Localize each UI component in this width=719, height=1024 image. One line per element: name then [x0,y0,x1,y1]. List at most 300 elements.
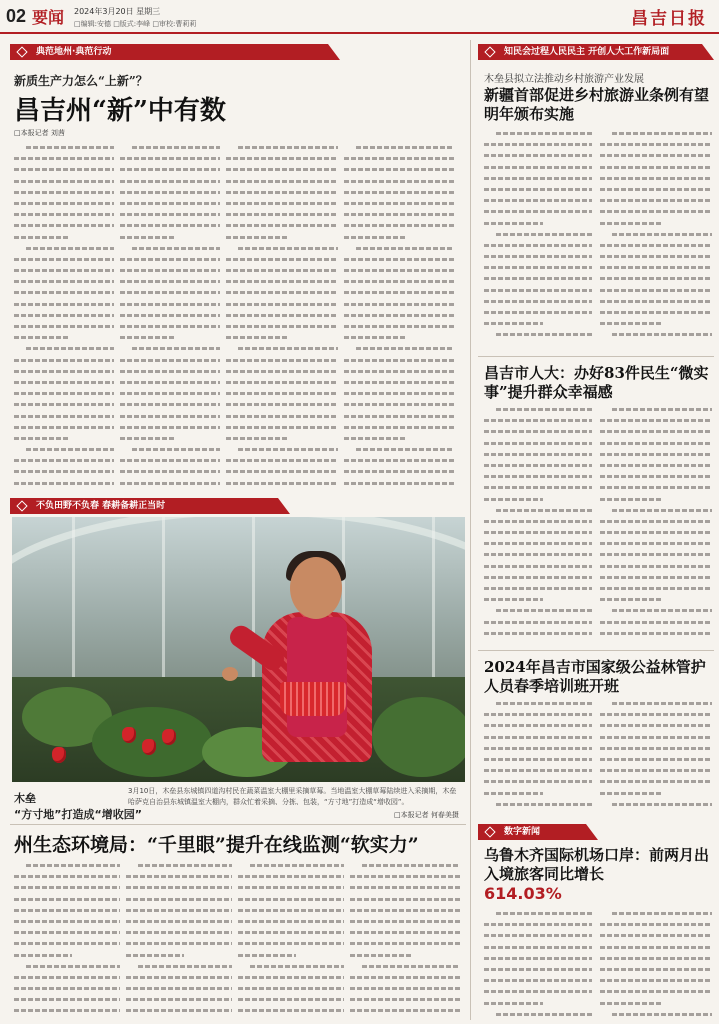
text-line [226,254,338,265]
text-line [126,994,232,1005]
text-line [484,206,592,217]
photo-caption-place: 木垒 [14,792,36,805]
column-divider [470,40,471,1020]
text-line [238,882,344,893]
story3-text-col-2 [600,698,712,816]
text-line [600,505,712,516]
text-line [126,972,232,983]
text-line [120,142,220,153]
section-banner-left-label: 典范地州·典范行动 [36,47,112,57]
story1-kicker: 木垒县拟立法推动乡村旅游产业发展 [484,74,644,85]
text-line [344,220,454,231]
text-line [14,388,114,399]
text-line [226,142,338,153]
text-line [484,218,592,229]
text-line [600,698,712,709]
text-line [126,860,232,871]
text-line [484,720,592,731]
text-line [600,919,712,930]
text-line [14,254,114,265]
text-line [238,938,344,949]
text-line [484,449,592,460]
strawberry-greenhouse-photo [12,517,465,782]
text-line [350,961,460,972]
diamond-icon [18,502,26,510]
photo-credit: □本报记者 何春美摄 [394,811,459,819]
text-line [120,321,220,332]
story2-text-col-1 [484,404,592,642]
text-line [238,871,344,882]
text-line [14,950,120,961]
story1-headline: 新疆首部促进乡村旅游业条例有望明年颁布实施 [484,86,710,123]
text-line [600,139,712,150]
text-line [344,388,454,399]
text-line [226,243,338,254]
text-line [484,415,592,426]
text-line [226,276,338,287]
text-line [126,894,232,905]
text-line [344,422,454,433]
section-name: 要闻 [32,8,65,27]
text-line [226,310,338,321]
text-line [350,860,460,871]
story2-text-col-2 [600,404,712,642]
text-line [120,366,220,377]
bottom-headline: 州生态环境局：“千里眼”提升在线监测“软实力” [14,834,419,856]
text-line [226,433,338,444]
text-line [484,482,592,493]
text-line [120,422,220,433]
text-line [344,254,454,265]
text-line [120,164,220,175]
text-line [600,426,712,437]
text-line [226,366,338,377]
text-line [600,1009,712,1020]
text-line [350,1005,460,1016]
text-line [600,128,712,139]
text-line [14,198,114,209]
text-line [484,162,592,173]
text-line [14,882,120,893]
text-line [600,628,712,639]
text-line [226,444,338,455]
text-line [120,310,220,321]
text-line [14,310,114,321]
text-line [600,329,712,340]
text-line [14,343,114,354]
text-line [600,471,712,482]
text-line [600,743,712,754]
text-line [226,265,338,276]
text-line [600,942,712,953]
text-line [484,788,592,799]
story-divider [478,650,714,651]
text-line [238,961,344,972]
text-line [600,561,712,572]
text-line [350,894,460,905]
text-line [344,276,454,287]
text-line [600,296,712,307]
text-line [600,438,712,449]
text-line [120,444,220,455]
text-line [484,251,592,262]
text-line [600,605,712,616]
text-line [600,709,712,720]
text-line [600,527,712,538]
issue-date: 2024年3月20日 星期三 [74,7,161,16]
lead-text-col-2 [120,142,220,500]
text-line [14,444,114,455]
text-line [600,229,712,240]
text-line [344,153,454,164]
text-line [344,399,454,410]
text-line [14,232,114,243]
text-line [226,198,338,209]
text-line [484,538,592,549]
text-line [600,754,712,765]
text-line [14,187,114,198]
text-line [120,209,220,220]
text-line [14,377,114,388]
text-line [600,206,712,217]
text-line [344,287,454,298]
text-line [484,516,592,527]
text-line [126,905,232,916]
text-line [600,307,712,318]
text-line [344,299,454,310]
text-line [484,617,592,628]
text-line [14,455,114,466]
story4-text-col-1 [484,908,592,1020]
text-line [226,176,338,187]
text-line [484,229,592,240]
text-line [120,388,220,399]
text-line [600,460,712,471]
story1-text-col-1 [484,128,592,350]
text-line [14,411,114,422]
text-line [120,276,220,287]
text-line [600,173,712,184]
text-line [484,998,592,1009]
text-line [600,776,712,787]
text-line [14,299,114,310]
text-line [344,332,454,343]
text-line [226,377,338,388]
text-line [484,732,592,743]
text-line [484,150,592,161]
section-banner-digital-label: 数字新闻 [504,827,541,837]
text-line [344,455,454,466]
text-line [238,950,344,961]
text-line [600,572,712,583]
text-line [484,754,592,765]
text-line [226,209,338,220]
text-line [14,961,120,972]
text-line [120,343,220,354]
text-line [344,176,454,187]
text-line [484,184,592,195]
text-line [484,460,592,471]
text-line [484,605,592,616]
text-line [600,404,712,415]
bottom-text-col-2 [126,860,232,1020]
text-line [484,494,592,505]
text-line [600,150,712,161]
text-line [120,478,220,489]
section-banner-photo [10,498,290,514]
text-line [14,478,114,489]
story2-headline: 昌吉市人大：办好83件民生“微实事”提升群众幸福感 [484,364,709,401]
text-line [126,938,232,949]
text-line [344,243,454,254]
text-line [14,871,120,882]
text-line [484,240,592,251]
text-line [344,355,454,366]
diamond-icon [486,828,494,836]
text-line [600,732,712,743]
text-line [484,404,592,415]
text-line [344,366,454,377]
text-line [14,142,114,153]
text-line [484,139,592,150]
text-line [120,411,220,422]
text-line [226,411,338,422]
section-divider [10,824,466,825]
text-line [120,176,220,187]
text-line [14,287,114,298]
text-line [600,953,712,964]
text-line [238,905,344,916]
text-line [484,329,592,340]
text-line [600,285,712,296]
section-banner-right-label: 知民会过程人民民主 开创人大工作新局面 [504,47,670,57]
text-line [344,164,454,175]
newspaper-logo: 昌吉日报 [631,9,707,29]
text-line [344,444,454,455]
text-line [14,466,114,477]
text-line [120,153,220,164]
text-line [484,628,592,639]
text-line [344,232,454,243]
text-line [14,433,114,444]
story1-text-col-2 [600,128,712,350]
text-line [120,332,220,343]
text-line [344,377,454,388]
text-line [126,871,232,882]
text-line [484,426,592,437]
text-line [226,388,338,399]
text-line [350,983,460,994]
text-line [484,583,592,594]
text-line [14,422,114,433]
text-line [126,961,232,972]
text-line [14,176,114,187]
text-line [484,128,592,139]
diamond-icon [486,48,494,56]
text-line [600,720,712,731]
text-line [14,905,120,916]
text-line [484,273,592,284]
text-line [120,232,220,243]
story4-percentage: 614.03% [484,884,562,903]
text-line [238,894,344,905]
text-line [120,433,220,444]
text-line [344,265,454,276]
text-line [14,321,114,332]
text-line [350,882,460,893]
text-line [226,164,338,175]
text-line [344,433,454,444]
text-line [484,919,592,930]
text-line [14,994,120,1005]
text-line [484,908,592,919]
text-line [14,860,120,871]
text-line [484,986,592,997]
text-line [226,299,338,310]
text-line [126,950,232,961]
text-line [226,466,338,477]
text-line [600,318,712,329]
text-line [126,916,232,927]
bottom-text-col-1 [14,860,120,1020]
text-line [14,243,114,254]
lead-kicker: 新质生产力怎么“上新”？ [14,74,148,88]
text-line [484,561,592,572]
text-line [484,953,592,964]
text-line [484,471,592,482]
text-line [120,299,220,310]
text-line [14,927,120,938]
text-line [484,799,592,810]
text-line [14,366,114,377]
text-line [226,343,338,354]
text-line [14,355,114,366]
text-line [344,198,454,209]
text-line [344,187,454,198]
text-line [238,994,344,1005]
text-line [226,478,338,489]
text-line [120,254,220,265]
text-line [120,187,220,198]
text-line [14,220,114,231]
text-line [344,466,454,477]
text-line [14,972,120,983]
text-line [600,765,712,776]
section-banner-right [478,44,714,60]
text-line [600,998,712,1009]
lead-headline: 昌吉州“新”中有数 [14,96,226,126]
text-line [350,994,460,1005]
text-line [344,478,454,489]
photo-caption-title: “方寸地”打造成“增收园” [14,808,142,821]
text-line [484,930,592,941]
text-line [344,321,454,332]
text-line [484,195,592,206]
text-line [484,572,592,583]
text-line [484,438,592,449]
text-line [226,187,338,198]
text-line [484,594,592,605]
text-line [120,287,220,298]
text-line [14,1005,120,1016]
text-line [484,285,592,296]
text-line [350,871,460,882]
text-line [350,927,460,938]
story3-headline: 2024年昌吉市国家级公益林管护人员春季培训班开班 [484,658,706,695]
text-line [484,776,592,787]
story3-text-col-1 [484,698,592,816]
text-line [120,377,220,388]
editor-credits: □编辑:安德 □版式:李峰 □审校:曹莉莉 [74,20,197,28]
bottom-text-col-4 [350,860,460,1020]
text-line [226,321,338,332]
text-line [600,184,712,195]
text-line [120,355,220,366]
text-line [238,927,344,938]
text-line [120,198,220,209]
text-line [484,709,592,720]
text-line [120,265,220,276]
text-line [344,343,454,354]
text-line [600,516,712,527]
text-line [238,916,344,927]
text-line [600,788,712,799]
text-line [226,287,338,298]
text-line [600,218,712,229]
text-line [14,332,114,343]
section-banner-left [10,44,340,60]
text-line [484,262,592,273]
text-line [120,455,220,466]
text-line [600,162,712,173]
text-line [484,975,592,986]
text-line [14,276,114,287]
text-line [484,765,592,776]
bottom-text-col-3 [238,860,344,1020]
text-line [226,220,338,231]
text-line [600,549,712,560]
text-line [484,307,592,318]
text-line [484,743,592,754]
text-line [126,983,232,994]
text-line [600,482,712,493]
lead-text-col-4 [344,142,454,500]
text-line [600,986,712,997]
text-line [344,310,454,321]
text-line [484,549,592,560]
text-line [226,355,338,366]
text-line [600,594,712,605]
story4-text-col-2 [600,908,712,1020]
text-line [600,494,712,505]
text-line [126,927,232,938]
text-line [120,220,220,231]
text-line [600,449,712,460]
text-line [484,964,592,975]
section-banner-digital [478,824,598,840]
text-line [344,411,454,422]
text-line [350,972,460,983]
text-line [226,399,338,410]
page-header [0,0,719,34]
text-line [600,195,712,206]
text-line [484,527,592,538]
text-line [126,882,232,893]
text-line [484,698,592,709]
text-line [600,583,712,594]
text-line [350,950,460,961]
text-line [14,916,120,927]
